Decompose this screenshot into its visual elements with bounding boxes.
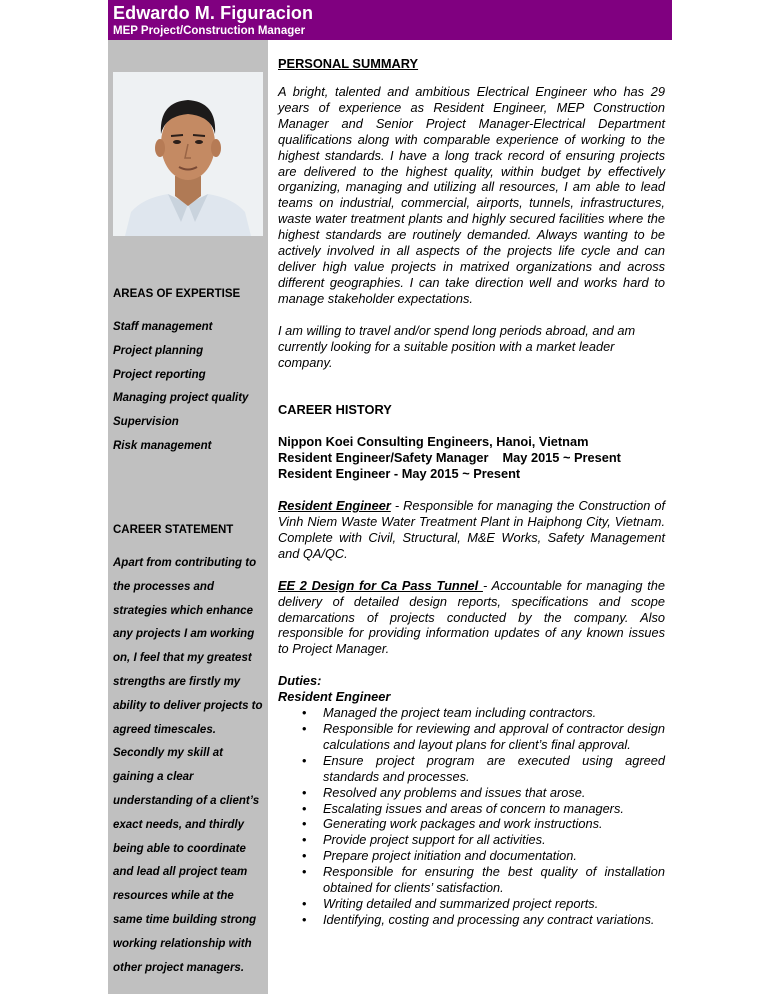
statement-line: strengths are firstly my bbox=[113, 675, 241, 688]
person-portrait-icon bbox=[113, 72, 263, 236]
statement-line: and lead all project team bbox=[113, 866, 248, 879]
summary-paragraph-2: I am willing to travel and/or spend long periods abroad, and am currently looking for a suitable position with a market leader company. bbox=[278, 322, 636, 370]
career-statement bbox=[113, 552, 265, 980]
statement-line: same time building strong bbox=[113, 913, 257, 926]
duties-list bbox=[278, 705, 665, 928]
list-item: • Resolved any problems and issues that arose. bbox=[323, 785, 665, 801]
company-name: Nippon Koei Consulting Engineers, Hanoi, Vietnam bbox=[278, 434, 589, 450]
list-item: Supervision bbox=[113, 416, 179, 429]
statement-line: Secondly my skill at bbox=[113, 747, 223, 760]
role-1-title: Resident Engineer bbox=[278, 498, 391, 514]
role-2-title: EE 2 Design for Ca Pass Tunnel bbox=[278, 577, 483, 593]
career-history-heading: CAREER HISTORY bbox=[278, 402, 392, 418]
list-item: • Responsible for reviewing and approval of contractor design calculations and layout plans for client’s final approval. bbox=[323, 721, 665, 753]
duties-role: Resident Engineer bbox=[278, 689, 391, 705]
main-content bbox=[278, 56, 665, 928]
list-item: Risk management bbox=[113, 439, 212, 452]
statement-line: the processes and bbox=[113, 580, 214, 593]
statement-line: ability to deliver projects to bbox=[113, 699, 263, 712]
list-item: • Escalating issues and areas of concern to managers. bbox=[323, 801, 665, 817]
statement-line: any projects I am working bbox=[113, 628, 255, 641]
list-item: • Prepare project initiation and documentation. bbox=[323, 848, 665, 864]
statement-line: gaining a clear bbox=[113, 771, 194, 784]
role-2-description bbox=[278, 578, 665, 658]
list-item: • Generating work packages and work instructions. bbox=[323, 816, 665, 832]
statement-line: working relationship with bbox=[113, 937, 252, 950]
expertise-heading: AREAS OF EXPERTISE bbox=[113, 288, 241, 300]
position-line-2: Resident Engineer - May 2015 ~ Present bbox=[278, 466, 521, 482]
statement-line: on, I feel that my greatest bbox=[113, 652, 252, 665]
statement-line: resources while at the bbox=[113, 890, 234, 903]
statement-line: agreed timescales. bbox=[113, 723, 216, 736]
statement-line: Apart from contributing to bbox=[113, 557, 257, 569]
statement-line: being able to coordinate bbox=[113, 842, 246, 855]
candidate-name: Edwardo M. Figuracion bbox=[113, 3, 314, 23]
list-item: Project reporting bbox=[113, 368, 206, 381]
list-item: Staff management bbox=[113, 321, 213, 333]
role-2-text: - Accountable for managing the delivery of detailed design reports, specifications and scope demarcations of projects conducted by the company. Also responsible for providing information updates of any known issues to Project Manager. bbox=[278, 577, 665, 657]
statement-line: exact needs, and thirdly bbox=[113, 818, 245, 831]
position-date: May 2015 ~ Present bbox=[502, 450, 621, 466]
duties-heading: Duties: bbox=[278, 673, 322, 689]
list-item: • Managed the project team including contractors. bbox=[323, 705, 665, 721]
list-item: • Provide project support for all activities. bbox=[323, 832, 665, 848]
candidate-role: MEP Project/Construction Manager bbox=[113, 25, 306, 37]
list-item: • Identifying, costing and processing any contract variations. bbox=[323, 912, 665, 928]
statement-line: understanding of a client’s bbox=[113, 794, 260, 807]
list-item: • Writing detailed and summarized project reports. bbox=[323, 896, 665, 912]
career-statement-heading: CAREER STATEMENT bbox=[113, 524, 234, 536]
summary-heading: PERSONAL SUMMARY bbox=[278, 56, 419, 71]
position-title: Resident Engineer/Safety Manager bbox=[278, 450, 489, 466]
statement-line: strategies which enhance bbox=[113, 604, 253, 617]
expertise-list bbox=[113, 316, 265, 459]
list-item: • Ensure project program are executed using agreed standards and processes. bbox=[323, 753, 665, 785]
list-item: Managing project quality bbox=[113, 392, 249, 405]
list-item: Project planning bbox=[113, 344, 204, 357]
sidebar bbox=[108, 40, 268, 994]
position-line bbox=[278, 450, 665, 466]
resume-header bbox=[108, 0, 672, 40]
profile-photo bbox=[113, 72, 263, 236]
role-1-description bbox=[278, 498, 665, 562]
role-1-text: - Responsible for managing the Construction of Vinh Niem Waste Water Treatment Plant in Haiphong City, Vietnam. Complete with Civil, Structural, M&E Works, Safety Management and QA/QC. bbox=[278, 498, 665, 561]
list-item: • Responsible for ensuring the best quality of installation obtained for clients’ satisfaction. bbox=[323, 864, 665, 896]
statement-line: other project managers. bbox=[113, 961, 245, 974]
summary-paragraph-1: A bright, talented and ambitious Electrical Engineer who has 29 years of experience as Resident Engineer, MEP Construction Manager and Senior Project Manager-Electrical Department qualifications along with comparable experience of working to the highest standards. I have a long track record of ensuring projects are delivered to the highest quality, within budget by effectively organizing, managing and utilizing all resources, I am able to lead teams on industrial, commercial, airports, tunnels, infrastructures, waste water treatment plants and highly secured facilities where the highest standards are routinely demanded. Always wanting to be actively involved in all aspects of the projects life cycle and can deliver high value projects in matrixed organizations and across different geographies. I can take direction well and works hard to manage stakeholder expectations. bbox=[278, 84, 665, 306]
